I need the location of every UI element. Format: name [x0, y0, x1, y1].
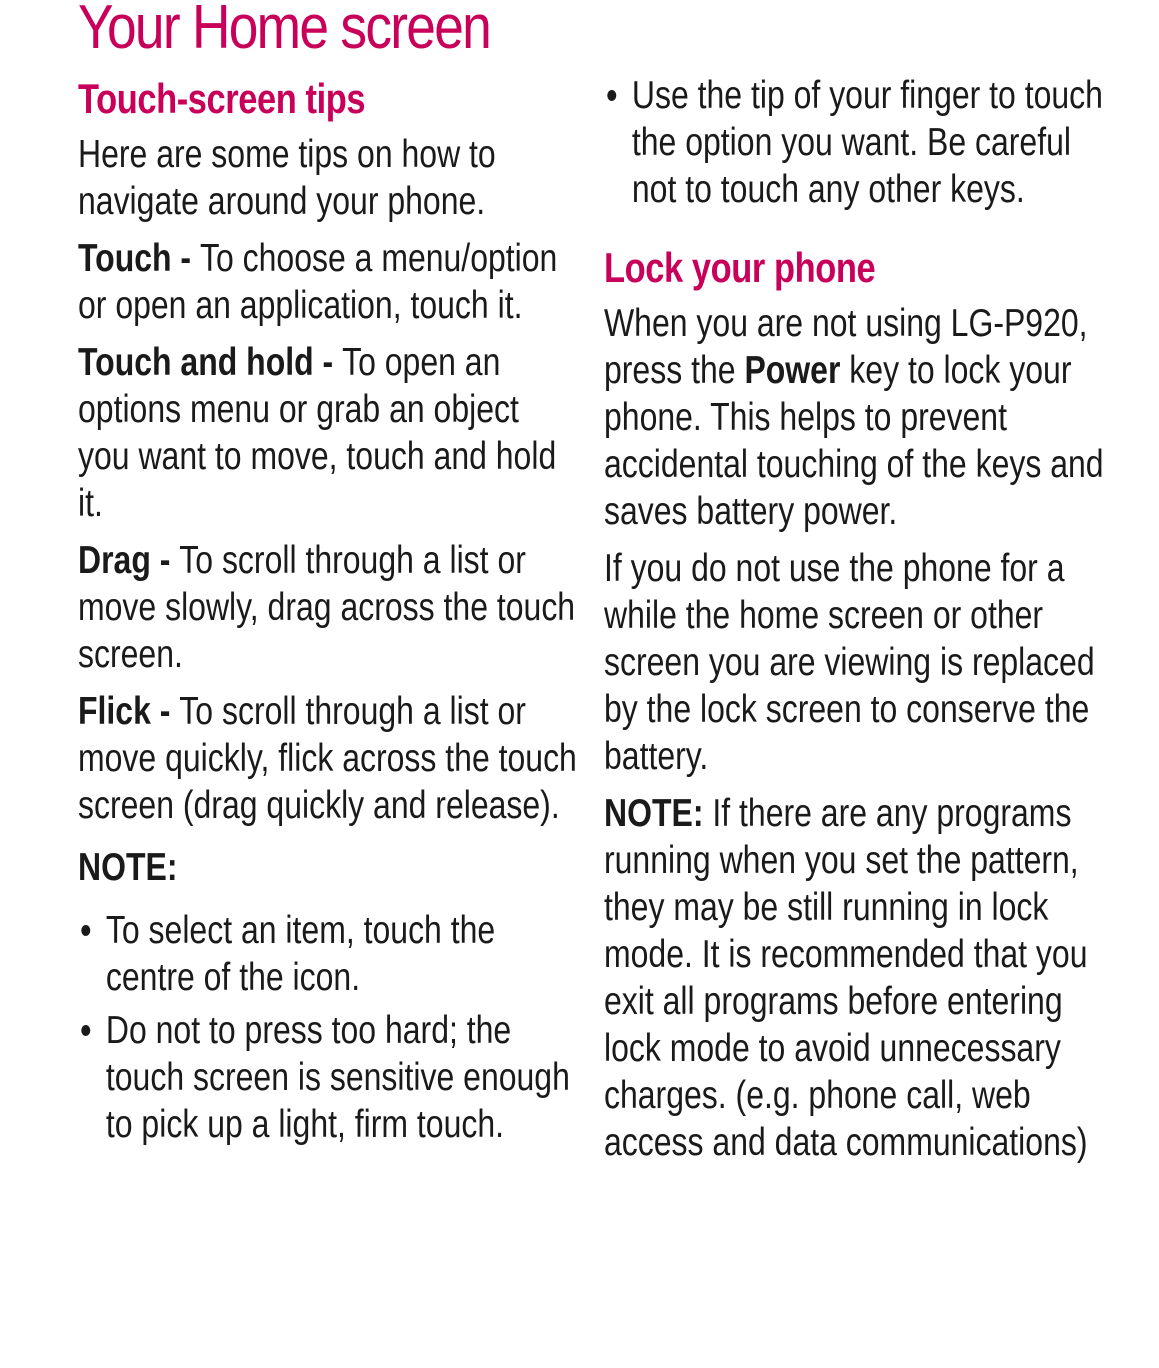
tip-touch: [78, 235, 578, 329]
list-item-text: Do not to press too hard; the touch screen is sensitive enough to pick up a light, firm touch.: [105, 1008, 570, 1146]
touch-tips-intro: Here are some tips on how to navigate around your phone.: [78, 132, 496, 223]
touch-tips-heading: Touch-screen tips: [78, 75, 366, 122]
lock-phone-heading: Lock your phone: [604, 244, 876, 291]
tip-touch-hold-desc: To open an options menu or grab an object you want to move, touch and hold it.: [78, 340, 557, 525]
tip-touch-hold: [78, 339, 578, 527]
lock-phone-para-2: If you do not use the phone for a while the home screen or other screen you are viewing is replaced by the lock screen to conserve the battery.: [604, 546, 1095, 778]
lock-note-text: If there are any programs running when you set the pattern, they may be still running in lock mode. It is recommended that you exit all programs before entering lock mode to avoid unnecessary charges. (e.g. phone call, web access and data communications): [604, 791, 1088, 1164]
lock-para-1-start: When you are not using LG-P920, press the: [604, 301, 1088, 392]
bullet-icon: [81, 925, 90, 936]
power-key-label: Power: [744, 348, 841, 392]
lock-note-label: NOTE:: [604, 791, 704, 835]
lock-para-1-end: key to lock your phone. This helps to prevent accidental touching of the keys and saves battery power.: [604, 348, 1104, 533]
tip-drag: [78, 537, 578, 678]
touch-tips-note-label: NOTE:: [78, 845, 178, 889]
bullet-icon: [607, 90, 616, 101]
list-item: [78, 1007, 578, 1148]
touch-tips-note-list-continued: [604, 72, 1124, 213]
tip-touch-desc: To choose a menu/option or open an application, touch it.: [78, 236, 558, 327]
lock-phone-para-1: [604, 300, 1124, 535]
list-item-text: To select an item, touch the centre of the icon.: [105, 908, 496, 999]
tip-drag-desc: To scroll through a list or move slowly, drag across the touch screen.: [78, 538, 576, 676]
page-title: Your Home screen: [78, 0, 491, 62]
list-item: [78, 907, 578, 1001]
tip-touch-hold-term: Touch and hold -: [78, 340, 343, 384]
lock-phone-note: [604, 790, 1124, 1166]
tip-drag-term: Drag -: [78, 538, 180, 582]
left-column: [78, 72, 578, 1154]
bullet-icon: [81, 1025, 90, 1036]
tip-flick: [78, 688, 578, 829]
list-item: [604, 72, 1124, 213]
list-item-text: Use the tip of your finger to touch the option you want. Be careful not to touch any other keys.: [631, 74, 1103, 211]
tip-flick-term: Flick -: [78, 689, 180, 733]
touch-tips-note-list: [78, 907, 578, 1148]
tip-touch-term: Touch -: [78, 236, 200, 280]
tip-flick-desc: To scroll through a list or move quickly, flick across the touch screen (drag quickly and release).: [78, 689, 577, 827]
right-column: [604, 72, 1124, 1176]
